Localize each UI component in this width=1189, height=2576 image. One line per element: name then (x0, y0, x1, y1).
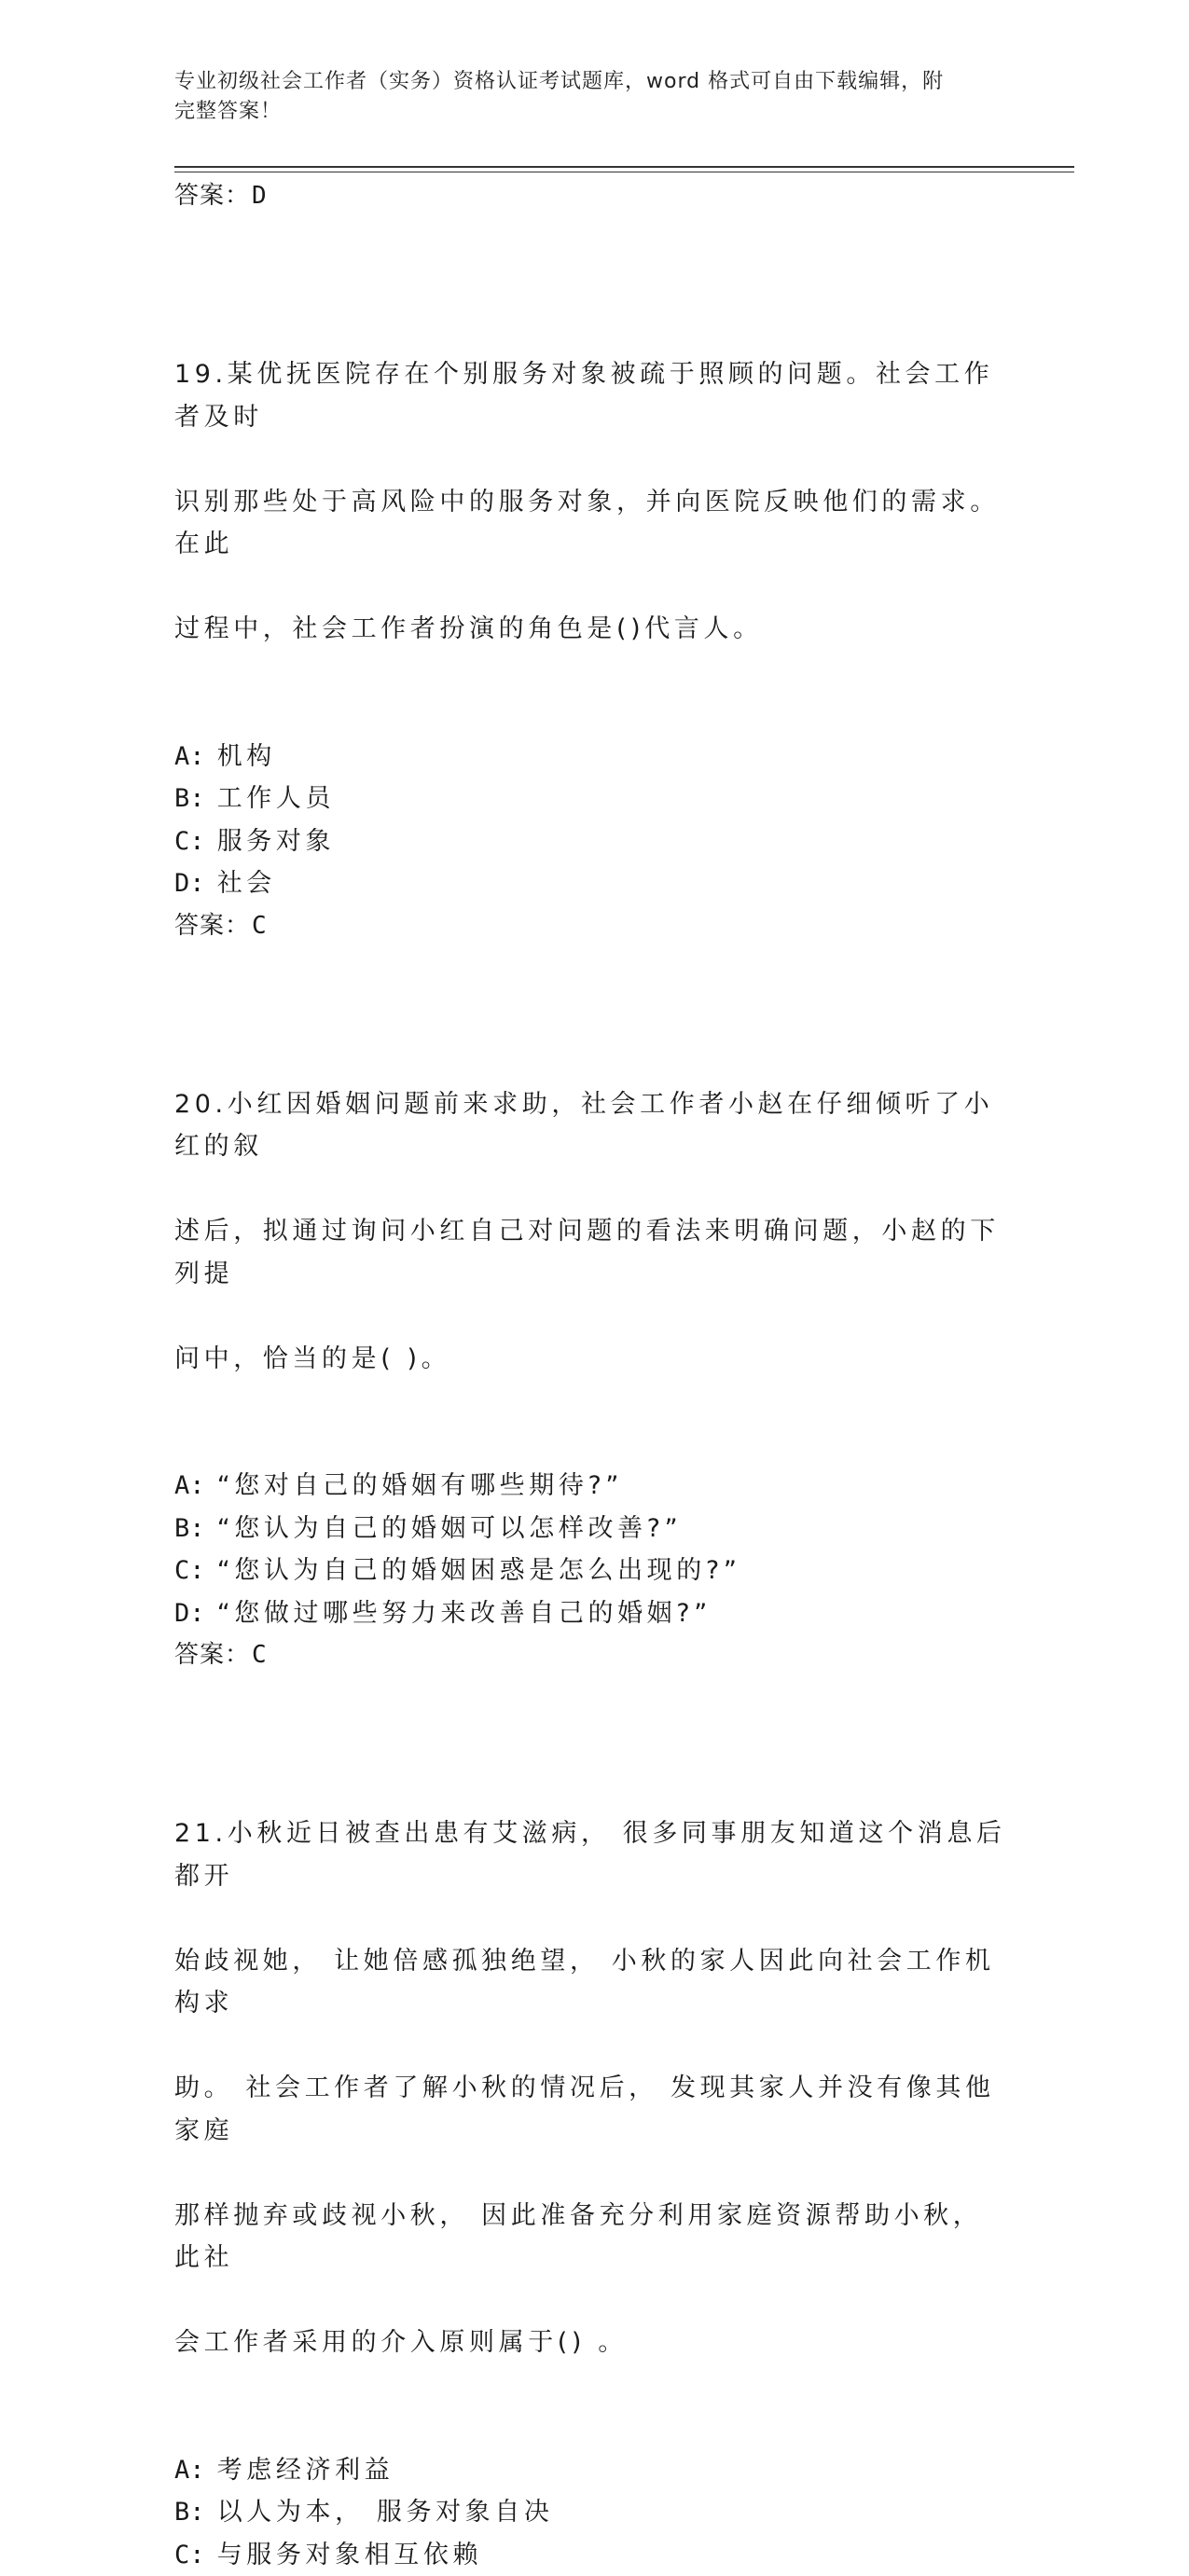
stem-line: 会工作者采用的介入原则属于() 。 (174, 2321, 1014, 2364)
option-key: A: (174, 742, 205, 771)
question-20 (174, 999, 1014, 1676)
stem-line: 20.小红因婚姻问题前来求助，社会工作者小赵在仔细倾听了小红的叙 (174, 1083, 1014, 1126)
option-a (174, 1465, 1014, 1508)
document-body (174, 175, 1014, 2576)
stem-line: 始歧视她， 让她倍感孤独绝望， 小秋的家人因此向社会工作机构求 (174, 1940, 1014, 1983)
option-key: B: (174, 2498, 205, 2527)
question-stem (174, 1728, 1014, 2449)
answer-value: D (252, 182, 268, 210)
option-text: “您认为自己的婚姻困惑是怎么出现的?” (205, 1556, 741, 1585)
option-key: B: (174, 1514, 205, 1543)
stem-line: 述后，拟通过询问小红自己对问题的看法来明确问题，小赵的下列提 (174, 1210, 1014, 1253)
answer-line (174, 1634, 1014, 1675)
option-text: 以人为本， 服务对象自决 (205, 2498, 554, 2527)
stem-line: 助。 社会工作者了解小秋的情况后， 发现其家人并没有像其他家庭 (174, 2067, 1014, 2110)
answer-value: C (252, 912, 268, 940)
option-text: 工作人员 (205, 784, 336, 813)
question-21 (174, 1728, 1014, 2576)
answer-label: 答案： (174, 182, 250, 210)
spacer (174, 946, 1014, 999)
option-key: C: (174, 827, 205, 856)
option-c (174, 1550, 1014, 1592)
stem-line: 识别那些处于高风险中的服务对象，并向医院反映他们的需求。在此 (174, 481, 1014, 524)
answer-line (174, 175, 1014, 216)
option-key: B: (174, 784, 205, 813)
stem-line: 21.小秋近日被查出患有艾滋病， 很多同事朋友知道这个消息后都开 (174, 1812, 1014, 1855)
option-d (174, 1592, 1014, 1635)
answer-label: 答案： (174, 912, 250, 940)
option-text: 机构 (205, 742, 276, 771)
option-text: 服务对象 (205, 827, 336, 856)
answer-label: 答案： (174, 1641, 250, 1669)
stem-line: 过程中，社会工作者扮演的角色是()代言人。 (174, 608, 1014, 651)
stem-line: 问中，恰当的是( )。 (174, 1338, 1014, 1381)
option-text: 社会 (205, 869, 276, 898)
option-b (174, 2491, 1014, 2534)
header-line-2: 完整答案！ (174, 97, 995, 127)
option-key: D: (174, 869, 205, 898)
option-key: A: (174, 1471, 205, 1500)
stem-line: 19.某优抚医院存在个别服务对象被疏于照顾的问题。社会工作者及时 (174, 353, 1014, 396)
option-key: C: (174, 1556, 205, 1585)
answer-line (174, 905, 1014, 946)
option-key: C: (174, 2541, 205, 2569)
option-a (174, 736, 1014, 778)
option-a (174, 2449, 1014, 2492)
option-key: D: (174, 1599, 205, 1628)
option-text: “您认为自己的婚姻可以怎样改善?” (205, 1514, 683, 1543)
option-b (174, 1508, 1014, 1550)
option-key: A: (174, 2456, 205, 2485)
option-text: 与服务对象相互依赖 (205, 2541, 483, 2569)
spacer (174, 216, 1014, 269)
option-text: 考虑经济利益 (205, 2456, 394, 2485)
page-header (174, 67, 995, 127)
option-c (174, 2534, 1014, 2576)
stem-line: 那样抛弃或歧视小秋， 因此准备充分利用家庭资源帮助小秋， 此社 (174, 2195, 1014, 2238)
answer-value: C (252, 1641, 268, 1669)
question-19 (174, 269, 1014, 946)
question-stem (174, 999, 1014, 1466)
option-text: “您做过哪些努力来改善自己的婚姻?” (205, 1599, 712, 1628)
option-c (174, 820, 1014, 863)
option-d (174, 862, 1014, 905)
option-text: “您对自己的婚姻有哪些期待?” (205, 1471, 624, 1500)
spacer (174, 1675, 1014, 1728)
option-b (174, 778, 1014, 820)
header-divider (174, 166, 1074, 172)
question-stem (174, 269, 1014, 736)
header-line-1: 专业初级社会工作者（实务）资格认证考试题库，word 格式可自由下载编辑，附 (174, 67, 995, 97)
